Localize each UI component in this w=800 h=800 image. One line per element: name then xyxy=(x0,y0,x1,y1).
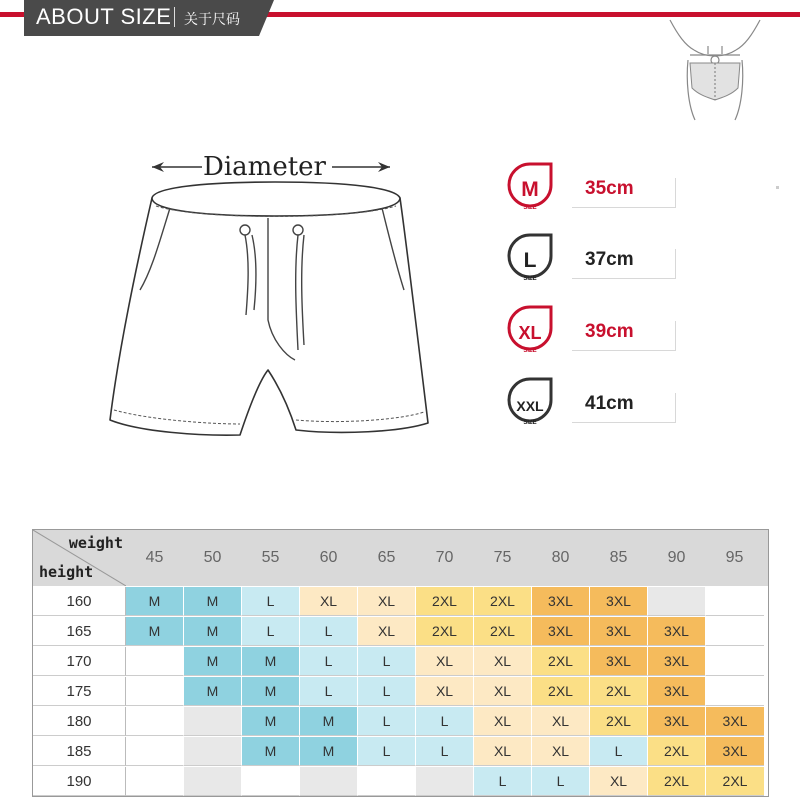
size-row-xxl xyxy=(505,375,680,437)
size-cell: L xyxy=(532,767,590,796)
size-cell: 2XL xyxy=(532,647,590,676)
size-row-m xyxy=(505,160,680,222)
diameter-label: Diameter xyxy=(203,152,326,182)
size-cell: XL xyxy=(300,587,358,616)
height-cell: 160 xyxy=(33,587,126,616)
size-cell: L xyxy=(590,737,648,766)
size-m-badge xyxy=(505,160,555,222)
size-cell: 3XL xyxy=(706,737,764,766)
size-cell: 2XL xyxy=(648,737,706,766)
size-cell: XL xyxy=(532,707,590,736)
size-cell: L xyxy=(416,737,474,766)
size-cell: 2XL xyxy=(416,617,474,646)
svg-text:SIZE: SIZE xyxy=(523,420,537,426)
height-cell: 180 xyxy=(33,707,126,736)
size-cell: 2XL xyxy=(532,677,590,706)
svg-text:M: M xyxy=(521,178,539,201)
weight-header-cell: 55 xyxy=(242,530,300,586)
size-l-value: 37cm xyxy=(585,249,634,270)
table-row xyxy=(33,647,768,677)
size-cell xyxy=(126,767,184,796)
size-l-underline xyxy=(572,278,675,279)
size-cell: 3XL xyxy=(532,617,590,646)
weight-header-group xyxy=(126,530,764,586)
size-cell xyxy=(184,767,242,796)
size-cell xyxy=(126,647,184,676)
size-row-xl xyxy=(505,303,680,365)
weight-header-cell: 65 xyxy=(358,530,416,586)
size-cell: 2XL xyxy=(416,587,474,616)
size-xxl-badge xyxy=(505,375,555,437)
size-cell: XL xyxy=(358,587,416,616)
svg-text:XL: XL xyxy=(518,323,542,343)
size-cell: 3XL xyxy=(648,647,706,676)
weight-header-cell: 60 xyxy=(300,530,358,586)
svg-text:SIZE: SIZE xyxy=(523,205,537,211)
decorative-dot xyxy=(776,186,779,189)
size-cell: 2XL xyxy=(474,587,532,616)
size-cell: M xyxy=(300,707,358,736)
page-title: ABOUT SIZE xyxy=(36,4,172,29)
size-cell xyxy=(126,737,184,766)
size-cell: M xyxy=(126,617,184,646)
size-cell xyxy=(706,587,764,616)
size-cell: L xyxy=(358,707,416,736)
size-cell xyxy=(126,677,184,706)
size-cell: L xyxy=(416,707,474,736)
size-l-tick xyxy=(675,249,676,279)
table-body xyxy=(33,587,768,796)
size-cell: 2XL xyxy=(474,617,532,646)
size-cell: XL xyxy=(416,677,474,706)
size-cell: 2XL xyxy=(590,707,648,736)
size-cell: M xyxy=(242,647,300,676)
weight-header-cell: 90 xyxy=(648,530,706,586)
size-cell: 2XL xyxy=(648,767,706,796)
size-cell: L xyxy=(358,737,416,766)
height-cell: 190 xyxy=(33,767,126,796)
size-cell: M xyxy=(242,737,300,766)
size-cell: 3XL xyxy=(706,707,764,736)
table-header-row xyxy=(33,530,768,587)
height-cell: 185 xyxy=(33,737,126,766)
size-cell: M xyxy=(184,617,242,646)
size-cell xyxy=(300,767,358,796)
weight-header-cell: 45 xyxy=(126,530,184,586)
size-cell xyxy=(706,677,764,706)
title-separator xyxy=(174,7,175,27)
size-m-underline xyxy=(572,207,675,208)
size-cell: XL xyxy=(474,647,532,676)
size-cell: 3XL xyxy=(648,707,706,736)
size-cell: 3XL xyxy=(648,617,706,646)
size-cell: XL xyxy=(474,707,532,736)
height-axis-label: height xyxy=(39,563,94,581)
size-cell xyxy=(126,707,184,736)
size-cell xyxy=(358,767,416,796)
svg-text:XXL: XXL xyxy=(516,398,544,414)
size-cell: M xyxy=(184,647,242,676)
table-corner-cell xyxy=(33,530,126,586)
size-cell: M xyxy=(300,737,358,766)
size-cell xyxy=(706,647,764,676)
table-row xyxy=(33,587,768,617)
weight-header-cell: 50 xyxy=(184,530,242,586)
weight-header-cell: 85 xyxy=(590,530,648,586)
size-cell: M xyxy=(242,707,300,736)
height-cell: 170 xyxy=(33,647,126,676)
size-cell xyxy=(416,767,474,796)
table-row xyxy=(33,737,768,767)
waist-measure-illustration xyxy=(660,10,770,125)
size-cell: 3XL xyxy=(590,617,648,646)
size-xxl-underline xyxy=(572,422,675,423)
height-cell: 165 xyxy=(33,617,126,646)
size-cell: XL xyxy=(358,617,416,646)
weight-header-cell: 75 xyxy=(474,530,532,586)
weight-header-cell: 80 xyxy=(532,530,590,586)
size-cell xyxy=(648,587,706,616)
size-m-value: 35cm xyxy=(585,178,634,199)
size-chart-table xyxy=(32,529,769,797)
size-cell: M xyxy=(184,677,242,706)
weight-header-cell: 95 xyxy=(706,530,764,586)
size-cell: L xyxy=(242,617,300,646)
size-m-tick xyxy=(675,178,676,208)
size-cell: L xyxy=(300,617,358,646)
size-cell: XL xyxy=(474,737,532,766)
size-cell: 2XL xyxy=(706,767,764,796)
size-cell: L xyxy=(474,767,532,796)
size-cell: M xyxy=(184,587,242,616)
size-row-l xyxy=(505,231,680,293)
size-cell xyxy=(184,737,242,766)
weight-axis-label: weight xyxy=(68,534,123,552)
size-cell: L xyxy=(358,647,416,676)
svg-text:SIZE: SIZE xyxy=(523,276,537,282)
size-cell: XL xyxy=(590,767,648,796)
size-cell: XL xyxy=(474,677,532,706)
size-cell: L xyxy=(242,587,300,616)
size-cell: M xyxy=(242,677,300,706)
size-cell: L xyxy=(358,677,416,706)
size-cell: XL xyxy=(532,737,590,766)
size-cell: 3XL xyxy=(532,587,590,616)
size-xxl-tick xyxy=(675,393,676,423)
size-cell: 3XL xyxy=(590,647,648,676)
size-cell xyxy=(242,767,300,796)
size-l-badge xyxy=(505,231,555,293)
table-row xyxy=(33,677,768,707)
size-cell: 2XL xyxy=(590,677,648,706)
size-cell: L xyxy=(300,677,358,706)
height-cell: 175 xyxy=(33,677,126,706)
size-xl-underline xyxy=(572,350,675,351)
weight-header-cell: 70 xyxy=(416,530,474,586)
size-xxl-value: 41cm xyxy=(585,393,634,414)
page-title-chinese: 关于尺码 xyxy=(184,12,240,28)
table-row xyxy=(33,617,768,647)
size-cell: 3XL xyxy=(648,677,706,706)
table-row xyxy=(33,767,768,796)
size-xl-value: 39cm xyxy=(585,321,634,342)
size-xl-tick xyxy=(675,321,676,351)
size-cell: L xyxy=(300,647,358,676)
table-row xyxy=(33,707,768,737)
shorts-diagram xyxy=(100,140,440,460)
size-cell: M xyxy=(126,587,184,616)
size-xl-badge xyxy=(505,303,555,365)
size-cell xyxy=(184,707,242,736)
size-cell: 3XL xyxy=(590,587,648,616)
svg-text:SIZE: SIZE xyxy=(523,348,537,354)
size-cell xyxy=(706,617,764,646)
size-cell: XL xyxy=(416,647,474,676)
svg-text:L: L xyxy=(523,249,537,272)
